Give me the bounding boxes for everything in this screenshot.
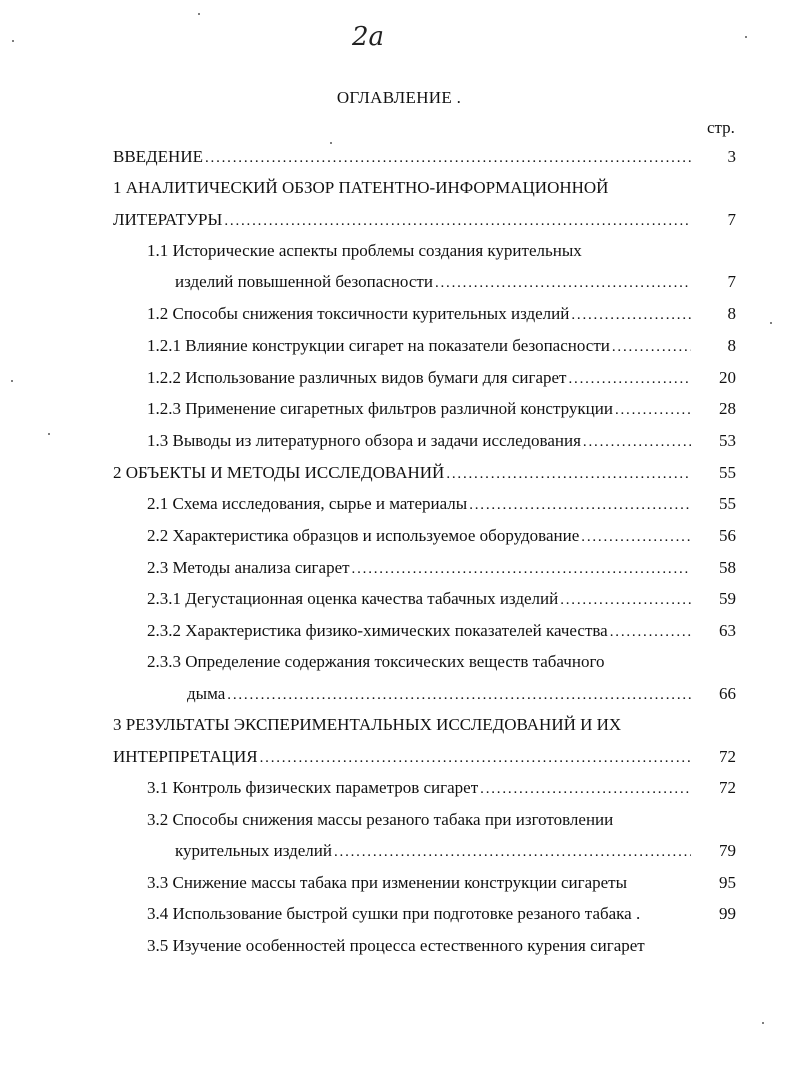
toc-section-3-3[interactable]: 3.3 Снижение массы табака при изменении конструкции сигареты [147,873,628,892]
toc-section-1-2[interactable] [147,302,693,326]
toc-chapter-1[interactable] [113,208,693,232]
toc-entry-text: 2.2 Характеристика образцов и используемое оборудование [147,526,580,545]
toc-page-number: 56 [719,526,736,545]
toc-page-number: 3 [727,147,736,166]
dot-leader [227,683,691,707]
toc-entry-text: 1.3 Выводы из литературного обзора и задачи исследования [147,431,581,450]
toc-entry-text: ВВЕДЕНИЕ [113,147,203,166]
toc-chapter-3[interactable] [113,745,693,769]
toc-section-3-1[interactable] [147,776,693,800]
toc-entry-text: 2.3.2 Характеристика физико-химических показателей качества [147,621,608,640]
toc-page-number: 63 [719,621,736,640]
page-column-label: стр. [707,118,735,137]
toc-section-1-2-1[interactable] [147,334,693,358]
toc-entry-text: 1.2.3 Применение сигаретных фильтров различной конструкции [147,399,613,418]
dot-leader [469,493,691,517]
toc-page-number: 66 [719,684,736,703]
toc-section-2-3-2[interactable] [147,619,693,643]
toc-entry-text: 1.2 Способы снижения токсичности курительных изделий [147,304,570,323]
toc-page-number: 8 [727,304,736,323]
dot-leader [612,335,691,359]
toc-page-number: 20 [719,368,736,387]
scan-speck [770,322,772,324]
toc-page-number: 72 [719,778,736,797]
toc-entry-text: 2 ОБЪЕКТЫ И МЕТОДЫ ИССЛЕДОВАНИЙ [113,463,445,482]
toc-chapter-3-line-1: 3 РЕЗУЛЬТАТЫ ЭКСПЕРИМЕНТАЛЬНЫХ ИССЛЕДОВАНИЙ И ИХ [113,715,622,734]
scan-speck [48,433,50,435]
toc-title: ОГЛАВЛЕНИЕ . [336,88,462,107]
toc-section-3-2[interactable] [175,839,693,863]
toc-page-number: 55 [719,463,736,482]
toc-page-number: 55 [719,494,736,513]
scan-speck [745,36,747,38]
toc-page-number: 7 [727,272,736,291]
toc-section-2-3-3[interactable] [187,682,693,706]
toc-section-2-3-3-line-1: 2.3.3 Определение содержания токсических веществ табачного [147,652,605,671]
handwritten-page-note: 2а [352,22,385,52]
toc-page-number: 58 [719,558,736,577]
dot-leader [560,588,691,612]
toc-page-number: 28 [719,399,736,418]
toc-entry-text: изделий повышенной безопасности [175,272,433,291]
toc-section-1-1[interactable] [175,270,693,294]
toc-section-1-1-line-1: 1.1 Исторические аспекты проблемы создания курительных [147,241,582,260]
scan-speck [330,142,332,144]
dot-leader [480,777,691,801]
toc-section-2-3[interactable] [147,556,693,580]
toc-section-3-5[interactable]: 3.5 Изучение особенностей процесса естественного курения сигарет [147,936,645,955]
toc-entry-text: 1.2.1 Влияние конструкции сигарет на показатели безопасности [147,336,610,355]
dot-leader [583,430,691,454]
dot-leader [615,398,691,422]
toc-entry-text: 2.3.1 Дегустационная оценка качества табачных изделий [147,589,559,608]
toc-section-2-3-1[interactable] [147,587,693,611]
toc-section-2-1[interactable] [147,492,693,516]
dot-leader [205,146,691,170]
toc-page-number: 59 [719,589,736,608]
toc-page-number: 53 [719,431,736,450]
dot-leader [571,303,691,327]
scan-speck [762,1022,764,1024]
scan-speck [12,40,14,42]
dot-leader [334,840,691,864]
toc-entry-text: ЛИТЕРАТУРЫ [113,210,223,229]
toc-page-number: 7 [727,210,736,229]
dot-leader [568,367,691,391]
toc-entry-text: 1.2.2 Использование различных видов бумаги для сигарет [147,368,567,387]
scan-speck [11,380,13,382]
toc-entry-text: 3.1 Контроль физических параметров сигарет [147,778,479,797]
toc-section-3-4[interactable]: 3.4 Использование быстрой сушки при подготовке резаного табака . [147,904,641,923]
dot-leader [435,271,691,295]
dot-leader [224,209,691,233]
toc-entry-text: 2.3 Методы анализа сигарет [147,558,350,577]
toc-page-number: 8 [727,336,736,355]
toc-chapter-2[interactable] [113,461,693,485]
toc-section-1-3[interactable] [147,429,693,453]
toc-entry-introduction[interactable] [113,145,693,169]
toc-section-3-2-line-1: 3.2 Способы снижения массы резаного табака при изготовлении [147,810,614,829]
scan-speck [198,13,200,15]
toc-entry-text: дыма [187,684,226,703]
toc-chapter-1-line-1: 1 АНАЛИТИЧЕСКИЙ ОБЗОР ПАТЕНТНО-ИНФОРМАЦИОННОЙ [113,178,609,197]
toc-section-1-2-3[interactable] [147,397,693,421]
dot-leader [610,620,691,644]
toc-entry-text: 2.1 Схема исследования, сырье и материалы [147,494,468,513]
dot-leader [260,746,691,770]
toc-page-number: 99 [719,904,736,923]
toc-section-1-2-2[interactable] [147,366,693,390]
dot-leader [581,525,691,549]
toc-page-number: 72 [719,747,736,766]
toc-section-2-2[interactable] [147,524,693,548]
toc-page-number: 95 [719,873,736,892]
toc-page-number: 79 [719,841,736,860]
toc-entry-text: курительных изделий [175,841,332,860]
toc-entry-text: ИНТЕРПРЕТАЦИЯ [113,747,258,766]
dot-leader [446,462,691,486]
dot-leader [352,557,691,581]
